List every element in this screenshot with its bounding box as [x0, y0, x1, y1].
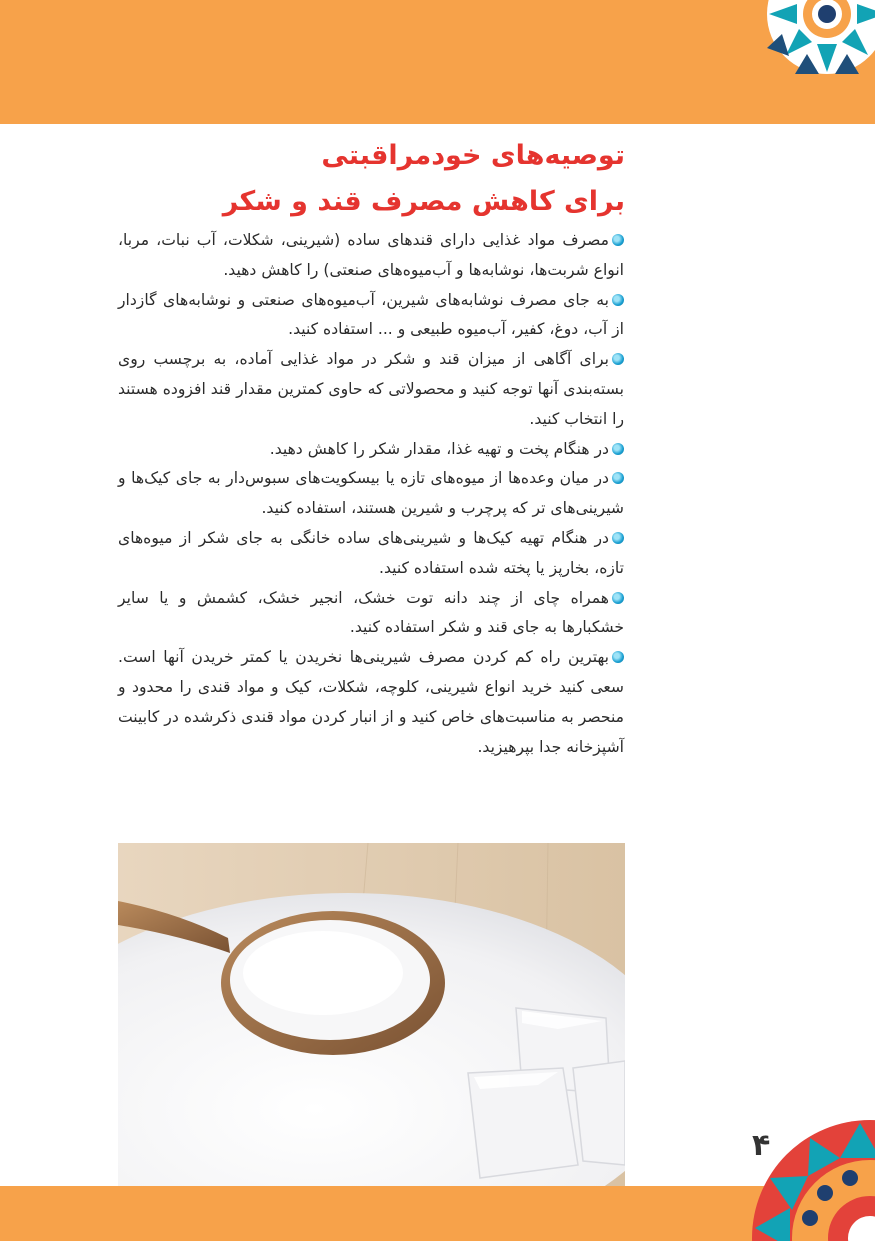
advice-text: به جای مصرف نوشابه‌های شیرین، آب‌میوه‌های صنعتی و نوشابه‌های گازدار از آب، دوغ، کفیر، آب‌میوه طبیعی و ... استفاده کنید. [118, 290, 624, 339]
advice-item [118, 524, 624, 584]
advice-item [118, 435, 624, 465]
advice-list [118, 226, 624, 762]
page-number: ۴ [752, 1128, 771, 1163]
advice-text: مصرف مواد غذایی دارای قندهای ساده (شیرینی، شکلات، آب نبات، مربا، انواع شربت‌ها، نوشابه‌ها و آب‌میوه‌های صنعتی) را کاهش دهید. [118, 231, 624, 279]
advice-text: در هنگام تهیه کیک‌ها و شیرینی‌های ساده خانگی به جای شکر از میوه‌های تازه، بخارپز یا پخته شده استفاده کنید. [118, 528, 624, 577]
advice-item [118, 226, 624, 286]
blue-dot-bullet-icon [612, 532, 624, 544]
footer-band [0, 1186, 875, 1241]
advice-item [118, 464, 624, 524]
blue-dot-bullet-icon [612, 472, 624, 484]
blue-dot-bullet-icon [612, 651, 624, 663]
page-title-line-1: توصیه‌های خودمراقبتی [321, 140, 625, 171]
advice-text: در هنگام پخت و تهیه غذا، مقدار شکر را کاهش دهید. [269, 439, 609, 458]
advice-text: برای آگاهی از میزان قند و شکر در مواد غذایی آماده، به برچسب روی بسته‌بندی آنها توجه کنید و محصولاتی که حاوی کمترین مقدار قند افزوده هستند را انتخاب کنید. [118, 350, 624, 428]
blue-dot-bullet-icon [612, 592, 624, 604]
blue-dot-bullet-icon [612, 443, 624, 455]
blue-dot-bullet-icon [612, 353, 624, 365]
blue-dot-bullet-icon [612, 294, 624, 306]
page-title-line-2: برای کاهش مصرف قند و شکر [222, 186, 625, 217]
advice-item [118, 286, 624, 346]
advice-text: همراه چای از چند دانه توت خشک، انجیر خشک، کشمش و یا سایر خشکبارها به جای قند و شکر استفاده کنید. [118, 588, 624, 637]
mandala-ornament-icon [735, 0, 875, 124]
advice-item [118, 643, 624, 762]
advice-text: بهترین راه کم کردن مصرف شیرینی‌ها نخریدن یا کمتر خریدن آنها است. سعی کنید خرید انواع شیرینی، کلوچه، شکلات، کیک و مواد قندی را محدود و منحصر به مناسبت‌های خاص کنید و از انبار کردن مواد قندی ذکرشده در کابینت آشپزخانه جدا بپرهیزید. [118, 648, 624, 756]
advice-item [118, 345, 624, 434]
sugar-photo [118, 843, 625, 1186]
advice-text: در میان وعده‌ها از میوه‌های تازه یا بیسکویت‌های سبوس‌دار به جای کیک‌ها و شیرینی‌های تر که پرچرب و شیرین هستند، استفاده کنید. [118, 469, 624, 518]
blue-dot-bullet-icon [612, 234, 624, 246]
advice-item [118, 584, 624, 644]
